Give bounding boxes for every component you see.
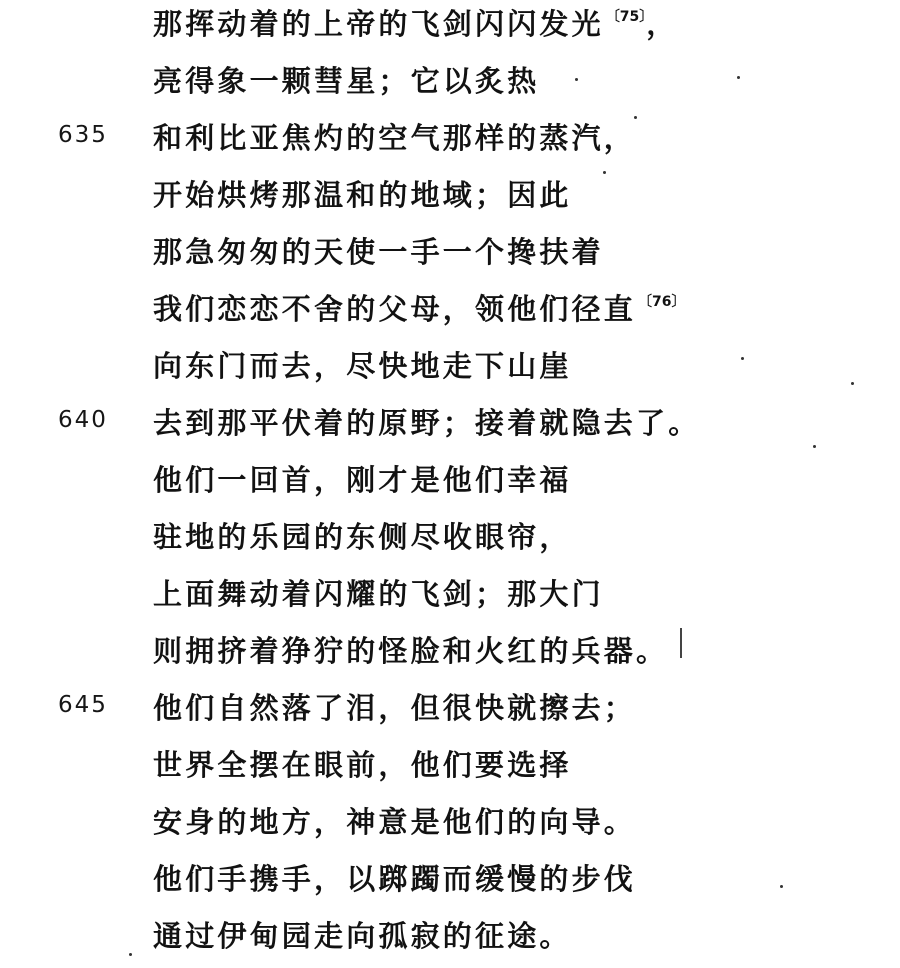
line-body: 则拥挤着狰狞的怪脸和火红的兵器。 [153, 634, 669, 668]
line-body: 通过伊甸园走向孤寂的征途。 [153, 919, 572, 953]
line-text [153, 629, 670, 670]
line-text [153, 59, 541, 100]
line-body: 亮得象一颗彗星；它以炙热 [153, 64, 540, 98]
scan-speck [575, 78, 578, 81]
scan-speck [741, 357, 744, 360]
scan-mark [680, 628, 682, 658]
line-body: 上面舞动着闪耀的飞剑；那大门 [153, 577, 604, 611]
line-text [153, 914, 574, 955]
scan-speck [851, 382, 854, 385]
line-text [153, 116, 638, 157]
poem-line [0, 684, 900, 740]
line-body: 那挥动着的上帝的飞剑闪闪发光 [153, 7, 604, 41]
line-body: 驻地的乐园的东侧尽收眼帘， [153, 520, 572, 554]
line-body: 他们一回首，刚才是他们幸福 [153, 463, 572, 497]
poem-line [0, 912, 900, 968]
line-text [153, 344, 574, 385]
line-body: 他们自然落了泪，但很快就擦去； [153, 691, 637, 725]
line-text [153, 287, 686, 328]
poem-line [0, 456, 900, 512]
line-body: 我们恋恋不舍的父母，领他们径直 [153, 292, 637, 326]
scan-speck [634, 116, 637, 119]
line-text [153, 572, 606, 613]
line-text [153, 2, 679, 43]
poem-line [0, 57, 900, 113]
line-body: 开始烘烤那温和的地域；因此 [153, 178, 572, 212]
line-text [153, 173, 574, 214]
line-body: 安身的地方，神意是他们的向导。 [153, 805, 637, 839]
poem-line [0, 171, 900, 227]
poem-line [0, 570, 900, 626]
poem-line [0, 285, 900, 341]
footnote-marker: 〔76〕 [638, 294, 686, 310]
line-body: 他们手携手，以踯躅而缓慢的步伐 [153, 862, 637, 896]
line-number: 640 [58, 407, 108, 433]
poem-line [0, 342, 900, 398]
line-body: 向东门而去，尽快地走下山崖 [153, 349, 572, 383]
poem-line [0, 855, 900, 911]
footnote-marker: 〔75〕 [605, 9, 647, 25]
poem-line [0, 513, 900, 569]
line-body: 那急匆匆的天使一手一个搀扶着 [153, 235, 604, 269]
line-body: 世界全摆在眼前，他们要选择 [153, 748, 572, 782]
line-text [153, 857, 638, 898]
line-number: 645 [58, 692, 108, 718]
line-text [153, 230, 606, 271]
poem-line [0, 627, 900, 683]
poem-line [0, 228, 900, 284]
line-end: ， [646, 7, 679, 41]
scan-speck [129, 953, 132, 956]
poem-line [0, 741, 900, 797]
line-text [153, 800, 638, 841]
line-number: 635 [58, 122, 108, 148]
poem-line [0, 114, 900, 170]
poem-line [0, 0, 900, 56]
scan-speck [780, 885, 783, 888]
poem-line [0, 399, 900, 455]
line-text [153, 515, 574, 556]
scan-speck [603, 171, 606, 174]
line-body: 和利比亚焦灼的空气那样的蒸汽， [153, 121, 637, 155]
scan-speck [737, 76, 740, 79]
line-text [153, 401, 702, 442]
line-text [153, 743, 574, 784]
line-text [153, 686, 638, 727]
poem-line [0, 798, 900, 854]
scan-speck [813, 445, 816, 448]
line-text [153, 458, 574, 499]
line-body: 去到那平伏着的原野；接着就隐去了。 [153, 406, 701, 440]
